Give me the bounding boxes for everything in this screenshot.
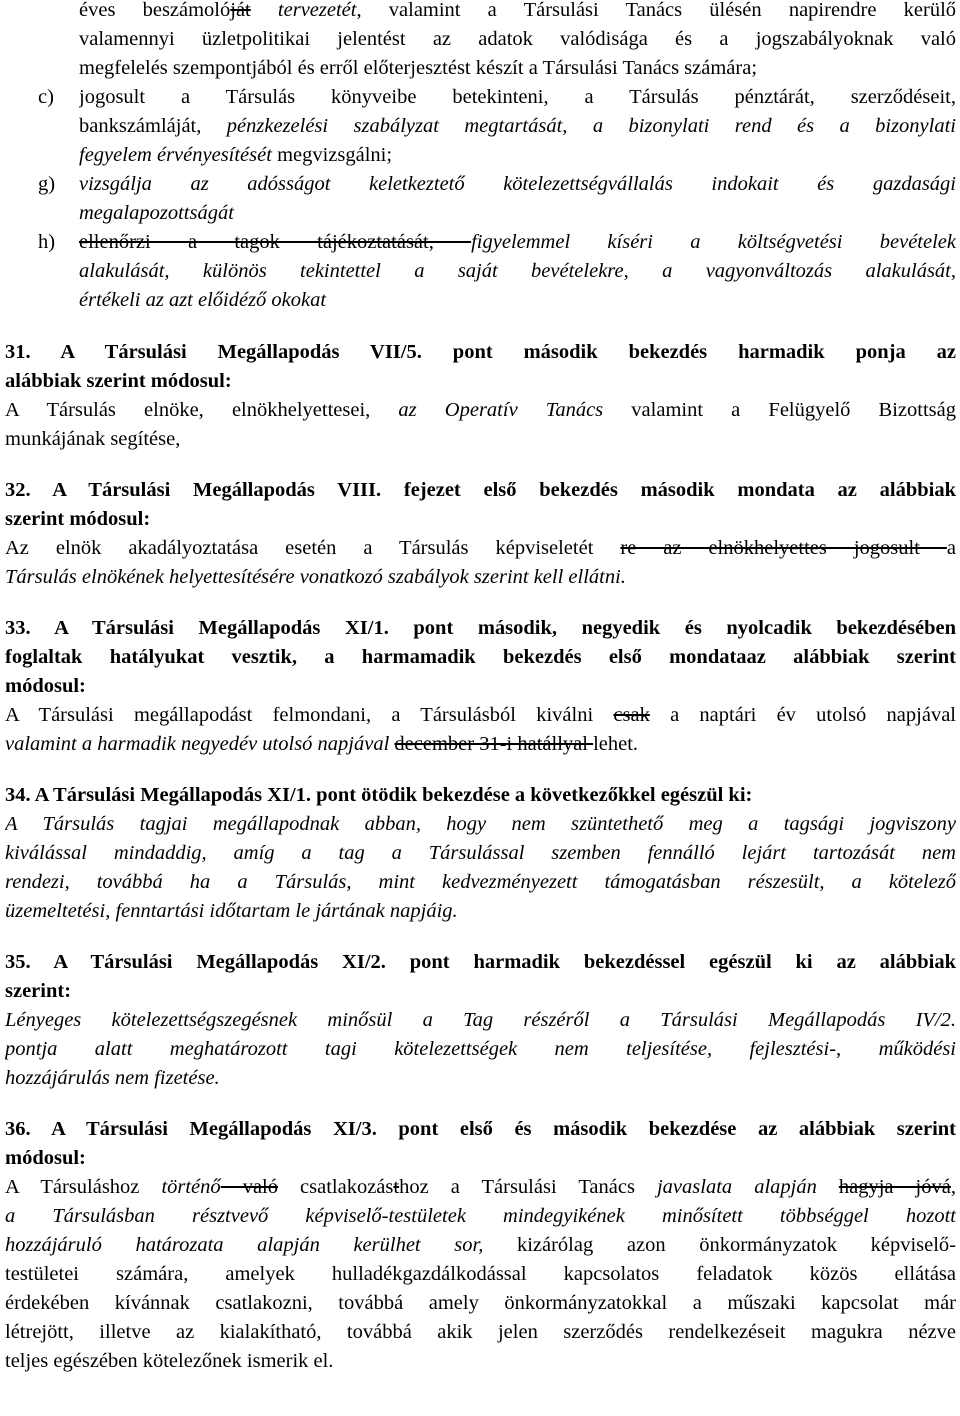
text-line: rendezi, továbbá ha a Társulás, mint kedvezményezett támogatásban részesült, a kötelező [5, 871, 956, 893]
text-line: A Társuláshoz történő való csatlakozásthoz a Társulási Tanács javaslata alapján hagyja jóvá, [5, 1176, 956, 1198]
section-heading: 32. A Társulási Megállapodás VIII. fejezet első bekezdés második mondata az alábbiak [5, 479, 956, 501]
list-item-c [0, 83, 960, 170]
text-line: értékeli az azt előidéző okokat [79, 289, 327, 311]
text-line: valamint a harmadik negyedév utolsó napjával december 31-i hatállyal lehet. [5, 733, 639, 755]
list-marker: c) [38, 86, 54, 108]
text-line: éves beszámolóját tervezetét, valamint a Társulási Tanács ülésén napirendre kerülő [79, 0, 956, 21]
section-heading: szerint: [5, 980, 72, 1002]
paragraph-continuation [0, 0, 960, 83]
text-line: teljes egészében kötelezőnek ismerik el. [5, 1350, 334, 1372]
text-line: alakulását, különös tekintettel a saját bevételekre, a vagyonváltozás alakulását, [79, 260, 956, 282]
list-item-h [0, 228, 960, 315]
text-line: megfelelés szempontjából és erről előterjesztést készít a Társulási Tanács számára; [79, 57, 758, 79]
section-32 [0, 476, 960, 592]
text-line: A Társulás tagjai megállapodnak abban, hogy nem szüntethető meg a tagsági jogviszony [5, 813, 956, 835]
text-line: munkájának segítése, [5, 428, 181, 450]
list-marker: g) [38, 173, 56, 195]
section-heading: alábbiak szerint módosul: [5, 370, 232, 392]
text-line: hozzájárulás nem fizetése. [5, 1067, 220, 1089]
section-heading: 31. A Társulási Megállapodás VII/5. pont második bekezdés harmadik ponja az [5, 341, 956, 363]
list-marker: h) [38, 231, 56, 253]
section-heading: módosul: [5, 1147, 86, 1169]
text-line: üzemeltetési, fenntartási időtartam le jártának napjáig. [5, 900, 458, 922]
text-line: Társulás elnökének helyettesítésére vonatkozó szabályok szerint kell ellátni. [5, 566, 626, 588]
text-line: ellenőrzi a tagok tájékoztatását, figyelemmel kíséri a költségvetési bevételek [79, 231, 956, 253]
text-line: a Társulásban résztvevő képviselő-testületek mindegyikének minősített többséggel hozott [5, 1205, 956, 1227]
text-line: testületei számára, amelyek hulladékgazdálkodással kapcsolatos feladatok közös ellátása [5, 1263, 956, 1285]
section-35 [0, 948, 960, 1093]
section-heading: módosul: [5, 675, 86, 697]
text-line: megalapozottságát [79, 202, 234, 224]
text-line: bankszámláját, pénzkezelési szabályzat megtartását, a bizonylati rend és a bizonylati [79, 115, 956, 137]
text-line: kiválással mindaddig, amíg a tag a Társulással szemben fennálló lejárt tartozását nem [5, 842, 956, 864]
text-line: A Társulás elnöke, elnökhelyettesei, az Operatív Tanács valamint a Felügyelő Bizottság [5, 399, 956, 421]
section-heading: 33. A Társulási Megállapodás XI/1. pont második, negyedik és nyolcadik bekezdésében [5, 617, 956, 639]
text-line: valamennyi üzletpolitikai jelentést az adatok valódisága és a jogszabályoknak való [79, 28, 956, 50]
section-36 [0, 1115, 960, 1376]
list-item-g [0, 170, 960, 228]
text-line: Az elnök akadályoztatása esetén a Társulás képviseletét re az elnökhelyettes jogosult a [5, 537, 956, 559]
section-33 [0, 614, 960, 759]
text-line: vizsgálja az adósságot keletkeztető kötelezettségvállalás indokait és gazdasági [79, 173, 956, 195]
text-line: pontja alatt meghatározott tagi kötelezettségek nem teljesítése, fejlesztési-, működési [5, 1038, 956, 1060]
text-line: A Társulási megállapodást felmondani, a Társulásból kiválni csak a naptári év utolsó napjával [5, 704, 956, 726]
section-34 [0, 781, 960, 926]
section-31 [0, 338, 960, 454]
text-line: fegyelem érvényesítését megvizsgálni; [79, 144, 393, 166]
text-line: érdekében kívánnak csatlakozni, továbbá amely önkormányzatokkal a műszaki kapcsolat már [5, 1292, 956, 1314]
section-heading: 35. A Társulási Megállapodás XI/2. pont harmadik bekezdéssel egészül ki az alábbiak [5, 951, 956, 973]
section-heading: 34. A Társulási Megállapodás XI/1. pont ötödik bekezdése a következőkkel egészül ki: [5, 784, 753, 806]
text-line: hozzájáruló határozata alapján kerülhet sor, kizárólag azon önkormányzatok képviselő- [5, 1234, 956, 1256]
section-heading: foglaltak hatályukat vesztik, a harmamadik bekezdés első mondataaz alábbiak szerint [5, 646, 956, 668]
text-line: jogosult a Társulás könyveibe betekinteni, a Társulás pénztárát, szerződéseit, [79, 86, 956, 108]
text-line: létrejött, illetve az kialakítható, továbbá akik jelen szerződés rendelkezéseit magukra nézve [5, 1321, 956, 1343]
section-heading: 36. A Társulási Megállapodás XI/3. pont első és második bekezdése az alábbiak szerint [5, 1118, 956, 1140]
text-line: Lényeges kötelezettségszegésnek minősül a Tag részéről a Társulási Megállapodás IV/2. [5, 1009, 956, 1031]
section-heading: szerint módosul: [5, 508, 151, 530]
